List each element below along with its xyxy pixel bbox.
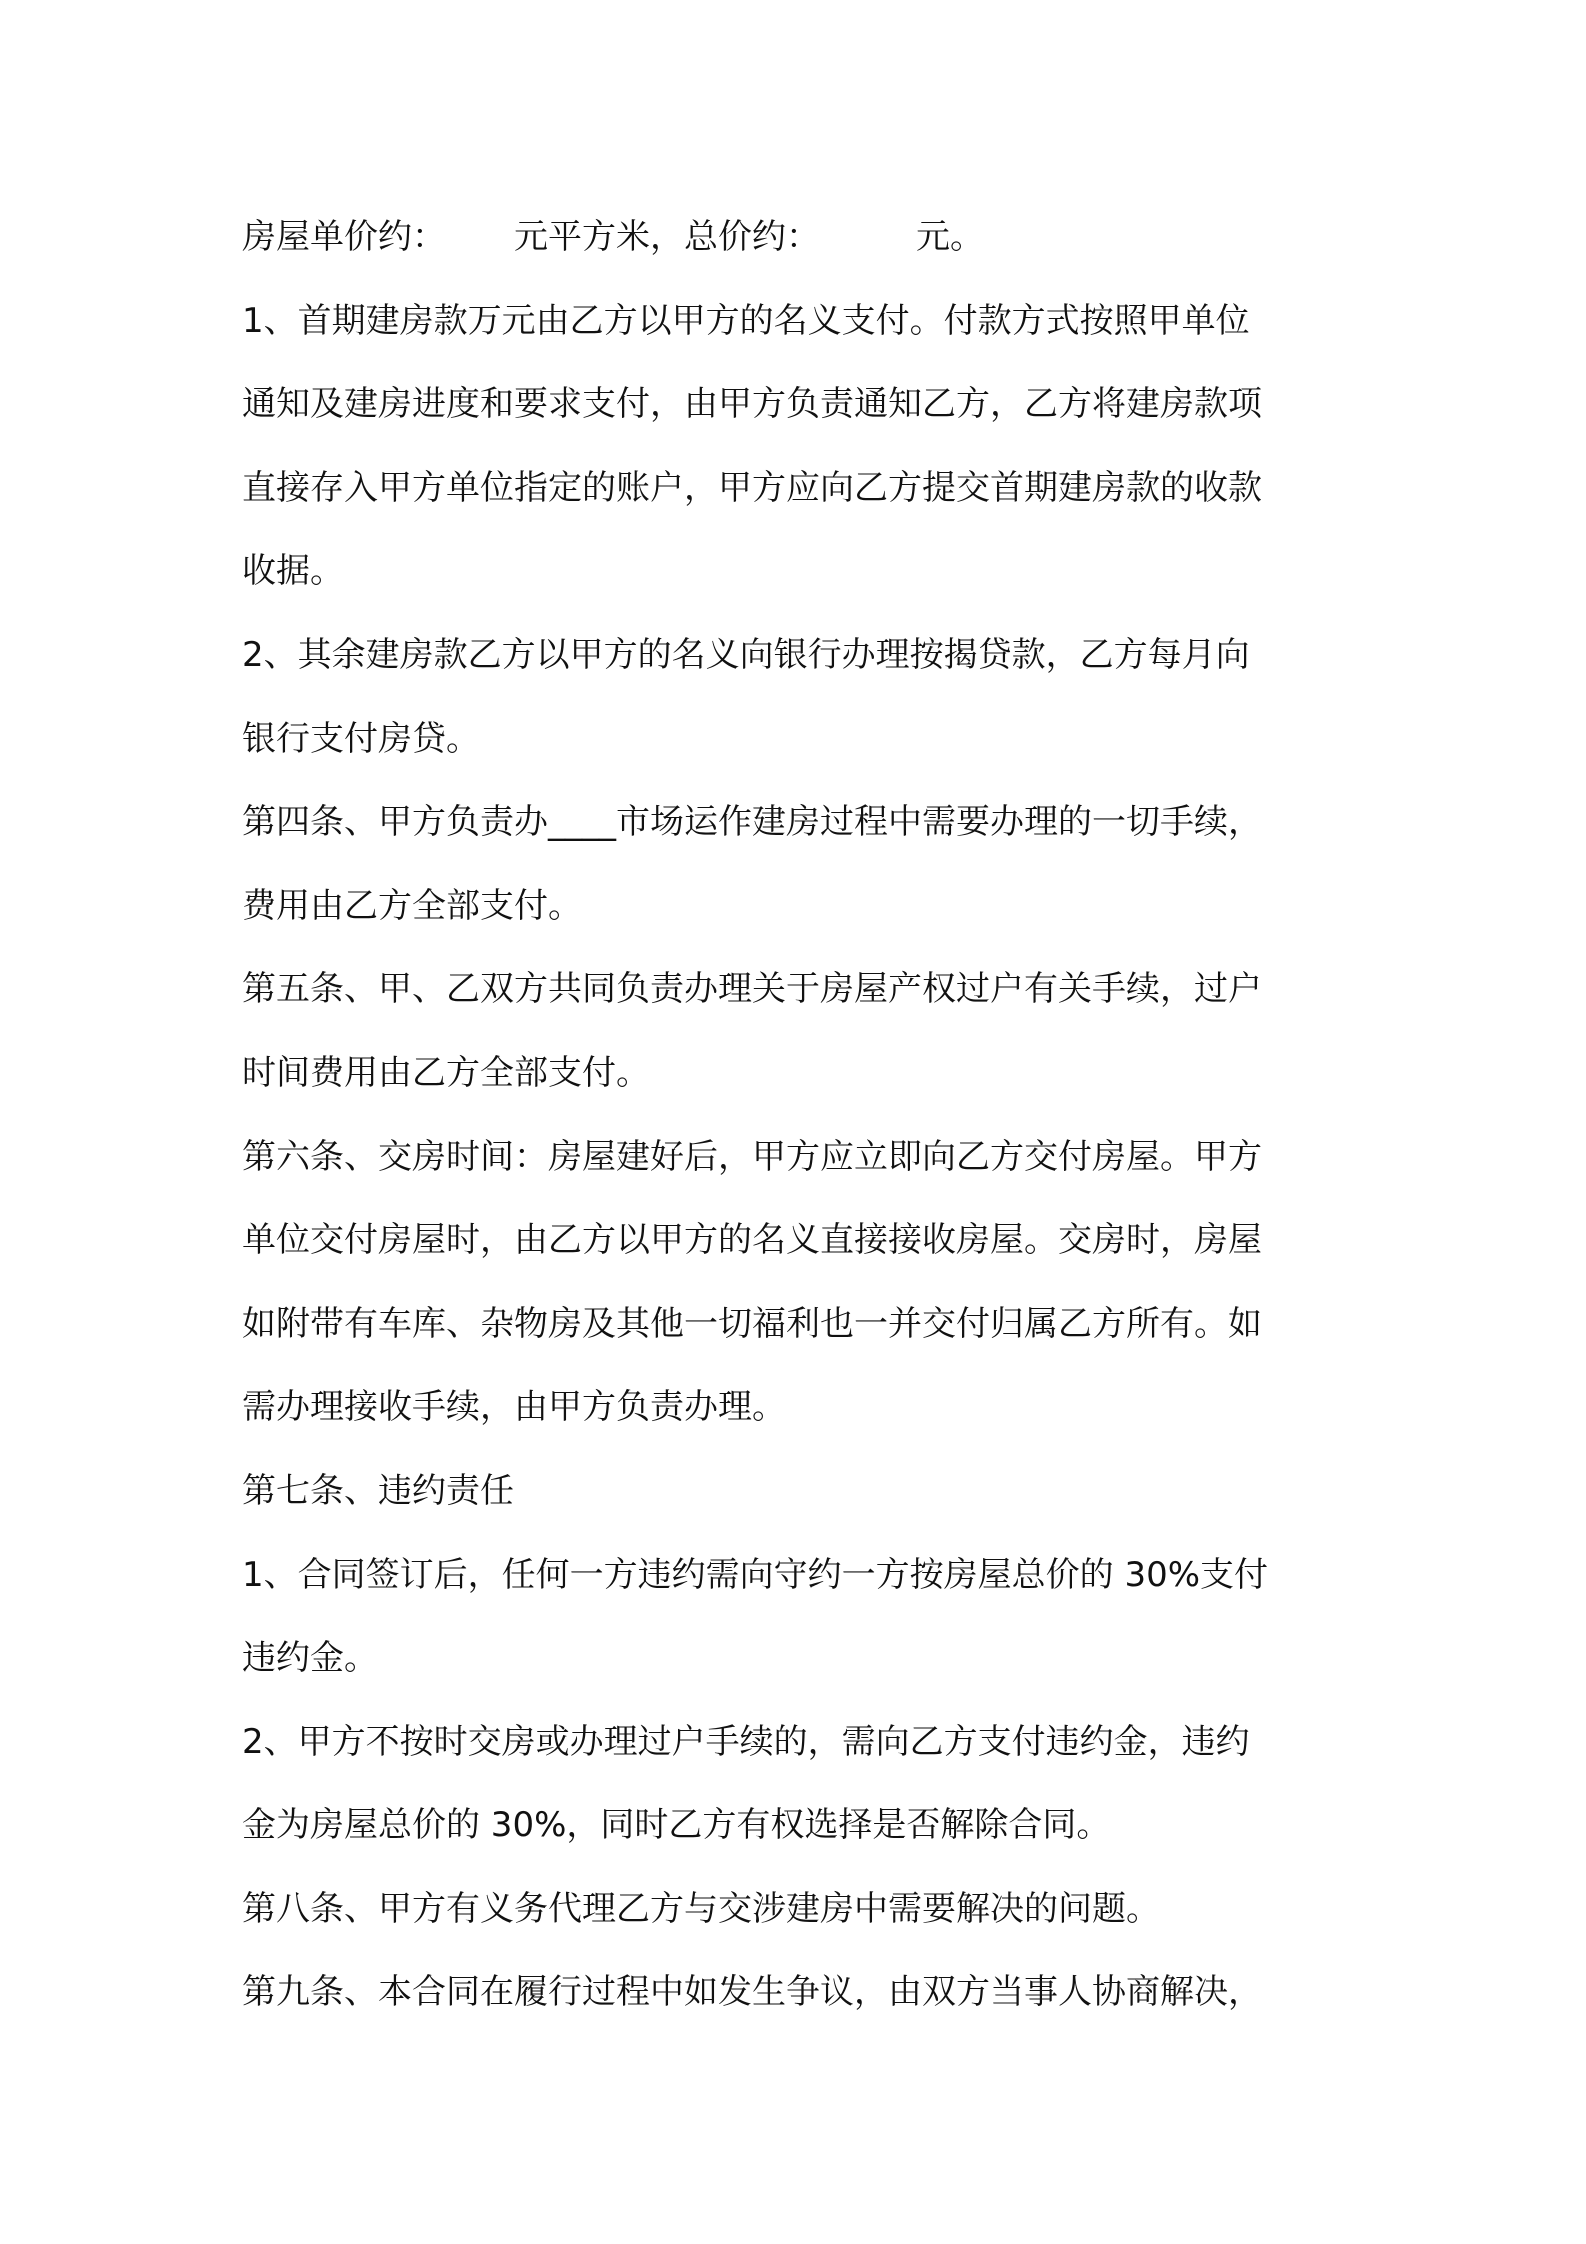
document-body	[242, 196, 1354, 2035]
text-line: 第八条、甲方有义务代理乙方与交涉建房中需要解决的问题。	[242, 1888, 1160, 1929]
text-line: 银行支付房贷。	[242, 718, 480, 759]
text-line: 1、首期建房款万元由乙方以甲方的名义支付。付款方式按照甲单位	[242, 300, 1250, 341]
text-line: 金为房屋总价的 30%，同时乙方有权选择是否解除合同。	[242, 1805, 1111, 1846]
text-line: 需办理接收手续，由甲方负责办理。	[242, 1387, 786, 1428]
text-line: 时间费用由乙方全部支付。	[242, 1052, 650, 1093]
text-line: 1、合同签订后，任何一方违约需向守约一方按房屋总价的 30%支付	[242, 1554, 1269, 1595]
text-line: 第九条、本合同在履行过程中如发生争议，由双方当事人协商解决，	[242, 1972, 1262, 2013]
text-line: 第七条、违约责任	[242, 1470, 514, 1511]
text-line: 如附带有车库、杂物房及其他一切福利也一并交付归属乙方所有。如	[242, 1303, 1262, 1344]
text-line: 第六条、交房时间：房屋建好后，甲方应立即向乙方交付房屋。甲方	[242, 1136, 1262, 1177]
text-line: 2、甲方不按时交房或办理过户手续的，需向乙方支付违约金，违约	[242, 1721, 1250, 1762]
text-line: 通知及建房进度和要求支付，由甲方负责通知乙方，乙方将建房款项	[242, 384, 1262, 425]
unit-price-label: 房屋单价约：	[242, 217, 446, 257]
price-unit-suffix: 元。	[916, 217, 984, 257]
text-line: 费用由乙方全部支付。	[242, 885, 582, 926]
text-line: 第四条、甲方负责办____市场运作建房过程中需要办理的一切手续，	[242, 802, 1262, 843]
text-line: 2、其余建房款乙方以甲方的名义向银行办理按揭贷款，乙方每月向	[242, 634, 1250, 675]
text-line: 单位交付房屋时，由乙方以甲方的名义直接接收房屋。交房时，房屋	[242, 1220, 1262, 1261]
text-line: 收据。	[242, 551, 344, 592]
total-price-label: 元平方米，总价约：	[514, 217, 820, 257]
price-line	[242, 196, 1354, 280]
text-line: 第五条、甲、乙双方共同负责办理关于房屋产权过户有关手续，过户	[242, 969, 1262, 1010]
text-line: 违约金。	[242, 1638, 378, 1679]
text-line: 直接存入甲方单位指定的账户，甲方应向乙方提交首期建房款的收款	[242, 467, 1262, 508]
